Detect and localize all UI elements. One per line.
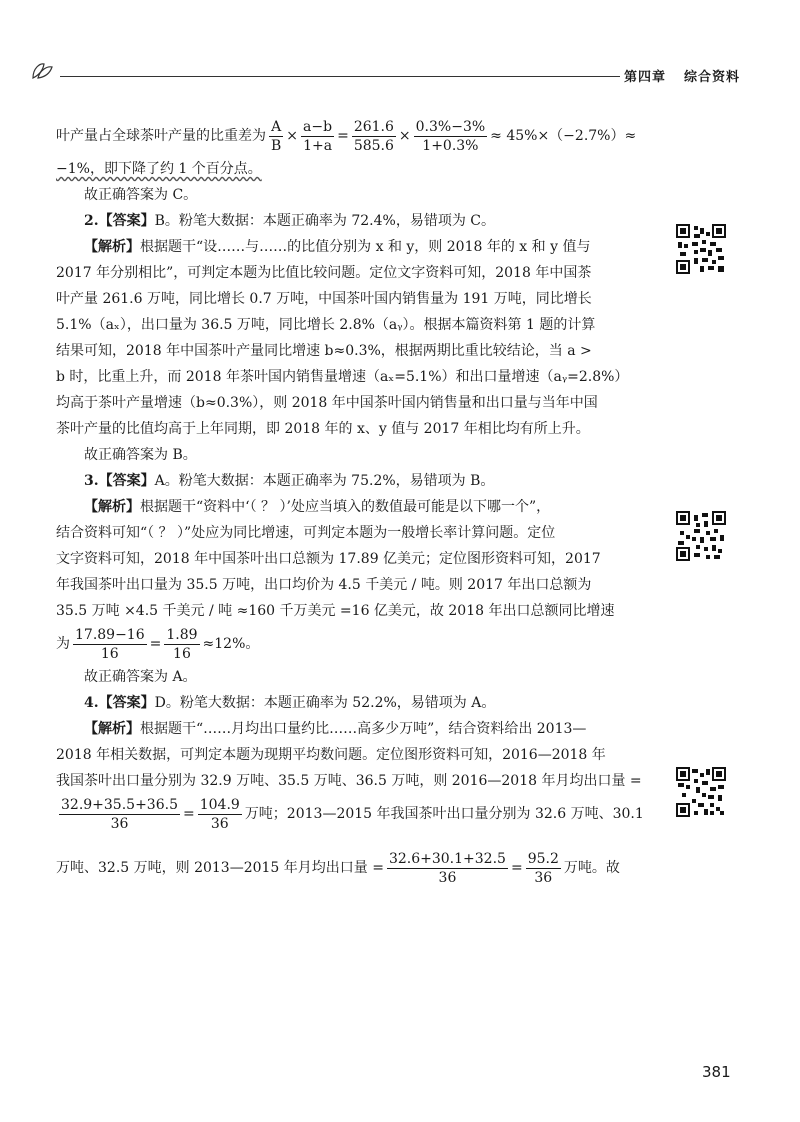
text-line — [56, 156, 656, 182]
line-text: 根据题干“设……与……的比值分别为 x 和 y，则 2018 年的 x 和 y 值与 — [140, 239, 591, 255]
fraction-numerator: 95.2 — [527, 850, 559, 867]
fraction-numerator: 1.89 — [166, 626, 198, 643]
line-text: A。粉笔大数据：本题正确率为 75.2%，易错项为 B。 — [154, 473, 495, 489]
formula-tail: 万吨。故 — [563, 860, 620, 876]
line-text: B。粉笔大数据：本题正确率为 72.4%，易错项为 C。 — [154, 213, 495, 229]
fraction-denominator: 16 — [173, 645, 191, 662]
fraction-denominator: 36 — [438, 869, 457, 886]
chapter-number: 第四章 — [624, 70, 667, 85]
line-text: 2018 年相关数据，可判定本题为现期平均数问题。定位图形资料可知，2016—2018 年 — [56, 747, 606, 763]
fraction-numerator: 32.6+30.1+32.5 — [388, 850, 506, 867]
formula-tail: ≈12%。 — [202, 636, 260, 652]
line-text: −1%，即下降了约 1 个百分点。 — [56, 161, 262, 177]
line-text: 结果可知，2018 年中国茶叶产量同比增速 b≈0.3%，根据两期比重比较结论，当 a > — [56, 343, 592, 359]
line-text: 35.5 万吨 ×4.5 千美元 / 吨 ≈160 千万美元 =16 亿美元，故 2018 年出口总额同比增速 — [56, 603, 615, 619]
analysis-heading — [56, 716, 656, 742]
line-text: 茶叶产量的比值均高于上年同期，即 2018 年的 x、y 值与 2017 年相比均有所上升。 — [56, 421, 590, 437]
qr-code-icon — [676, 767, 726, 817]
formula-line — [56, 848, 656, 888]
fraction-denominator: 1+a — [303, 137, 333, 154]
fraction-denominator: 36 — [110, 815, 129, 832]
page-number: 381 — [702, 1063, 731, 1081]
line-text: 根据题干“资料中‘（ ？ ）’处应当填入的数值最可能是以下哪一个”， — [140, 499, 551, 515]
operator: × — [286, 128, 299, 144]
fraction-numerator: 17.89−16 — [75, 626, 145, 643]
operator: = — [182, 806, 195, 822]
fraction-numerator: a−b — [303, 118, 333, 135]
line-text: 根据题干“……月均出口量约比……高多少万吨”，结合资料给出 2013— — [140, 721, 587, 737]
formula-lead: 为 — [56, 636, 70, 652]
spacer — [56, 834, 656, 848]
fraction-numerator: 0.3%−3% — [415, 118, 486, 135]
fraction — [301, 118, 334, 155]
formula-lead: 叶产量占全球茶叶产量的比重差为 — [56, 128, 266, 144]
text-line — [56, 364, 656, 390]
line-text: 文字资料可知，2018 年中国茶叶出口总额为 17.89 亿美元；定位图形资料可知，2017 — [56, 551, 601, 567]
line-text: 5.1%（aₓ），出口量为 36.5 万吨，同比增长 2.8%（aᵧ）。根据本篇资料第 1 题的计算 — [56, 317, 596, 333]
line-text: 结合资料可知“（ ？ ）”处应为同比增速，可判定本题为一般增长率计算问题。定位 — [56, 525, 556, 541]
solution-text — [56, 116, 656, 888]
fraction-numerator: 261.6 — [353, 118, 394, 135]
formula-line — [56, 794, 656, 834]
text-line — [56, 520, 656, 546]
answer-heading — [56, 690, 656, 716]
running-header — [30, 56, 770, 96]
fraction — [352, 118, 396, 155]
formula-tail: 万吨；2013—2015 年我国茶叶出口量分别为 32.6 万吨、30.1 — [244, 806, 644, 822]
operator: = — [337, 128, 349, 144]
fraction — [414, 118, 488, 155]
text-line — [56, 742, 656, 768]
qr-code-icon — [676, 511, 726, 561]
line-text: 故正确答案为 A。 — [84, 669, 197, 685]
answer-heading — [56, 468, 656, 494]
answer-tag: 2.【答案】 — [84, 213, 155, 229]
line-text: 年我国茶叶出口量为 35.5 万吨，出口均价为 4.5 千美元 / 吨。则 2017 年出口总额为 — [56, 577, 592, 593]
answer-line — [56, 182, 656, 208]
line-text: D。粉笔大数据：本题正确率为 52.2%，易错项为 A。 — [154, 695, 496, 711]
fraction-denominator: 1+0.3% — [422, 137, 479, 154]
operator: × — [398, 128, 411, 144]
fraction-denominator: 585.6 — [353, 137, 394, 154]
analysis-heading — [56, 494, 656, 520]
fraction-numerator: 32.9+35.5+36.5 — [61, 796, 178, 813]
text-line — [56, 416, 656, 442]
analysis-tag: 【解析】 — [84, 721, 140, 737]
formula-tail: ≈ 45%×（−2.7%）≈ — [490, 128, 637, 144]
text-line — [56, 768, 656, 794]
analysis-heading — [56, 234, 656, 260]
leaf-icon — [30, 60, 56, 82]
text-line — [56, 312, 656, 338]
line-text: 均高于茶叶产量增速（b≈0.3%），则 2018 年中国茶叶国内销售量和出口量与当年中国 — [56, 395, 598, 411]
chapter-section: 综合资料 — [684, 70, 741, 85]
operator: = — [510, 860, 523, 876]
fraction — [59, 796, 180, 833]
fraction — [269, 118, 283, 155]
fraction-numerator: A — [269, 118, 283, 137]
qr-code-icon — [676, 224, 726, 274]
text-line — [56, 390, 656, 416]
text-line — [56, 260, 656, 286]
line-text: 故正确答案为 C。 — [84, 187, 198, 203]
operator: = — [149, 636, 162, 652]
answer-line — [56, 664, 656, 690]
text-line — [56, 546, 656, 572]
text-line — [56, 598, 656, 624]
fraction — [198, 796, 242, 833]
fraction — [526, 850, 561, 887]
analysis-tag: 【解析】 — [84, 239, 140, 255]
line-text: 我国茶叶出口量分别为 32.9 万吨、35.5 万吨、36.5 万吨，则 2016—2018 年月均出口量 = — [56, 773, 642, 789]
text-line — [56, 286, 656, 312]
chapter-title — [624, 66, 740, 85]
fraction — [164, 626, 199, 663]
line-text: 2017 年分别相比”，可判定本题为比值比较问题。定位文字资料可知，2018 年中国茶 — [56, 265, 592, 281]
line-text: 故正确答案为 B。 — [84, 447, 197, 463]
answer-tag: 3.【答案】 — [84, 473, 155, 489]
fraction-numerator: 104.9 — [199, 796, 240, 813]
line-text: 叶产量 261.6 万吨，同比增长 0.7 万吨，中国茶叶国内销售量为 191 万吨，同比增长 — [56, 291, 592, 307]
fraction-denominator: 36 — [210, 815, 229, 832]
header-rule — [60, 76, 620, 77]
fraction-denominator: 36 — [534, 869, 553, 886]
answer-line — [56, 442, 656, 468]
formula-line — [56, 624, 656, 664]
text-line — [56, 572, 656, 598]
formula-line — [56, 116, 656, 156]
fraction-denominator: 16 — [100, 645, 119, 662]
line-text: b 时，比重上升，而 2018 年茶叶国内销售量增速（aₓ=5.1%）和出口量增速（aᵧ=2.8%） — [56, 369, 629, 385]
fraction-denominator: B — [271, 137, 282, 154]
text-line — [56, 338, 656, 364]
answer-tag: 4.【答案】 — [84, 695, 155, 711]
formula-lead: 万吨、32.5 万吨，则 2013—2015 年月均出口量 = — [56, 860, 384, 876]
fraction — [387, 850, 508, 887]
answer-heading — [56, 208, 656, 234]
analysis-tag: 【解析】 — [84, 499, 140, 515]
fraction — [73, 626, 147, 663]
